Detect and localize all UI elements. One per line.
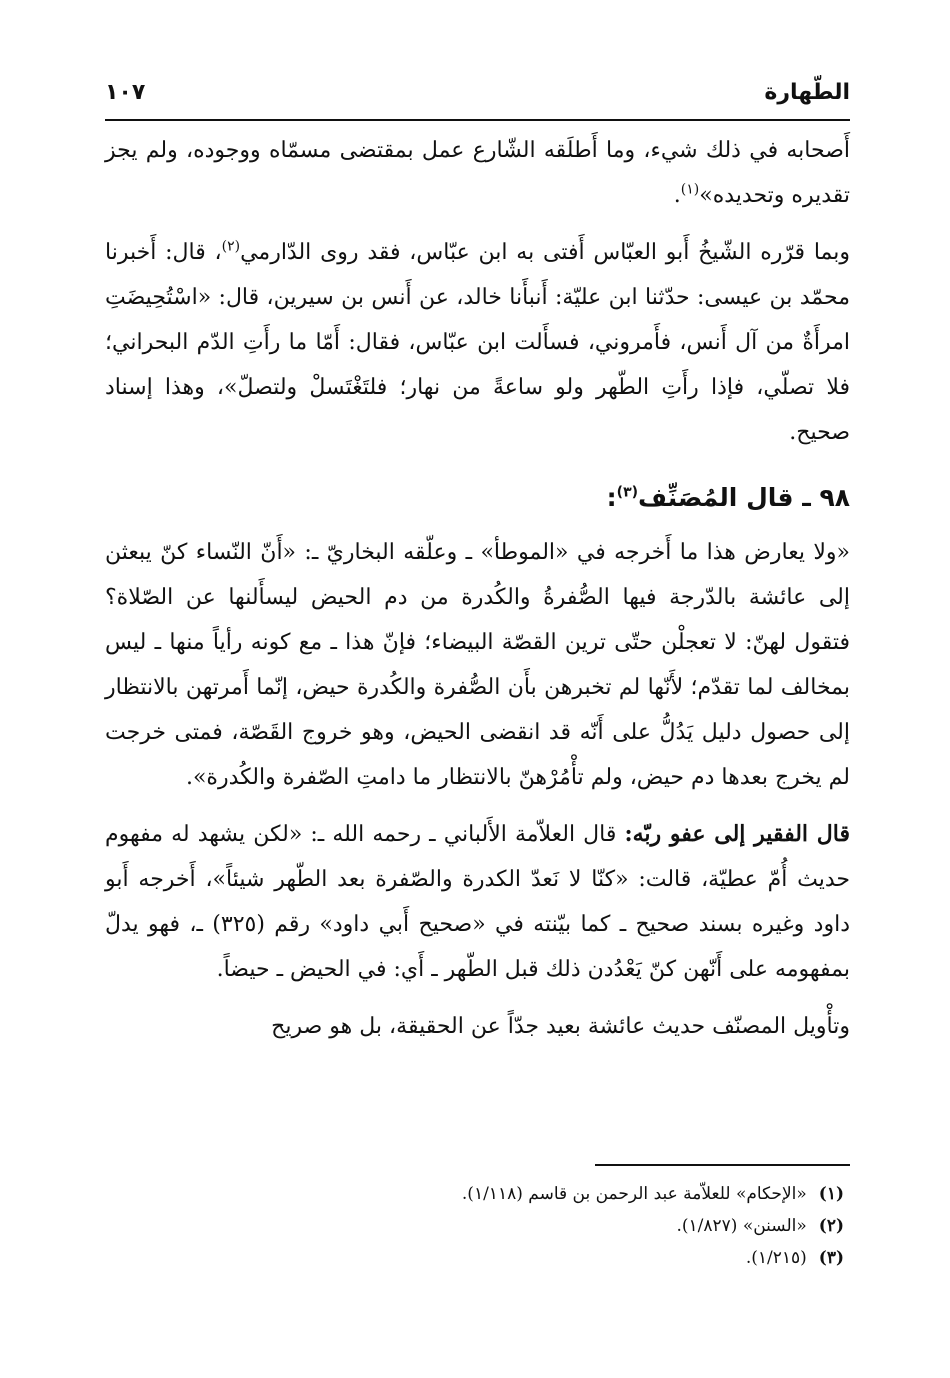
header-rule xyxy=(105,119,850,121)
footnote-3-text: (١/٢١٥). xyxy=(745,1248,807,1268)
footnote-2 xyxy=(105,1210,850,1242)
book-page xyxy=(105,0,850,1378)
footnote-rule xyxy=(595,1164,850,1166)
paragraph-1-text: أَصحابه في ذلك شيء، وما أَطلَقه الشّارع عمل بمقتضى مسمّاه ووجوده، ولم يجز تقديره وتحديده» xyxy=(105,138,850,208)
page-body xyxy=(105,128,850,1049)
footnote-2-number: (٢) xyxy=(818,1216,844,1236)
footnote-3 xyxy=(105,1242,850,1274)
paragraph-2-text-a: وبما قرّره الشّيخُ أَبو العبّاس أَفتى به ابن عبّاس، فقد روى الدّارمي xyxy=(240,240,850,265)
page-header xyxy=(105,72,850,112)
section-heading-colon: : xyxy=(606,483,617,512)
paragraph-3: «ولا يعارض هذا ما أَخرجه في «الموطأ» ـ وعلّقه البخاريّ ـ: «أَنّ النّساء كنّ يبعثن إلى عائشة بالدّرجة فيها الصُّفرةُ والكُدرة من دم الحيض ليسأَلنها عن الصّلاة؟ فتقول لهنّ: لا تعجلْن حتّى ترين القصّة البيضاء؛ فإنّ هذا ـ مع كونه رأياً منها ـ ليس بمخالف لما تقدّم؛ لأَنّها لم تخبرهن بأَن الصُّفرة والكُدرة حيض، إنّما أَمرتهن بالانتظار إلى حصول دليل يَدُلُّ على أَنّه قد انقضى الحيض، وهو خروج القَصّة، فمتى خرجت لم يخرج بعدها دم حيض، ولم تأْمُرْهنّ بالانتظار ما دامتِ الصّفرة والكُدرة». xyxy=(105,540,851,790)
footnote-2-text: «السنن» (١/٨٢٧). xyxy=(676,1216,807,1236)
paragraph-1 xyxy=(105,128,850,218)
paragraph-2-text-b: ، قال: أَخبرنا محمّد بن عيسى: حدّثنا ابن عليّة: أَنبأَنا خالد، عن أَنس بن سيرين، قال: «اسْتُحِيضَتِ امرأَةٌ من آل أَنس، فأَمروني، فسأَلت ابن عبّاس، فقال: أَمّا ما رأَتِ الدّم البحراني؛ فلا تصلّي، فإذا رأَتِ الطّهر ولو ساعةً من نهار؛ فلتَغْتَسلْ ولتصلّ»، وهذا إسناد صحيح. xyxy=(105,240,850,445)
footnote-1-number: (١) xyxy=(818,1184,844,1204)
footnote-ref-2: (٢) xyxy=(221,238,241,255)
running-title: الطّهارة xyxy=(764,79,850,105)
footnote-ref-1: (١) xyxy=(680,181,700,198)
footnote-1 xyxy=(105,1178,850,1210)
footnotes xyxy=(105,1178,850,1274)
page-number: ١٠٧ xyxy=(105,79,146,105)
paragraph-5: وتأْويل المصنّف حديث عائشة بعيد جدّاً عن الحقيقة، بل هو صريح xyxy=(271,1014,850,1039)
footnote-1-text: «الإحكام» للعلاّمة عبد الرحمن بن قاسم (١/١١٨). xyxy=(461,1184,807,1204)
section-heading-text: ٩٨ ـ قال المُصَنِّف xyxy=(638,483,850,512)
paragraph-4 xyxy=(105,812,850,992)
footnote-ref-3: (٣) xyxy=(616,484,639,501)
paragraph-2 xyxy=(105,230,850,455)
section-heading xyxy=(105,475,850,520)
footnote-3-number: (٣) xyxy=(818,1248,844,1268)
paragraph-4-text: قال العلاّمة الأَلباني ـ رحمه الله ـ: «لكن يشهد له مفهوم حديث أُمّ عطيّة، قالت: «كنّا لا نَعدّ الكدرة والصّفرة بعد الطّهر شيئاً»، أَخرجه أَبو داود وغيره بسند صحيح ـ كما بيّنته في «صحيح أَبي داود» رقم (٣٢٥) ـ، فهو يدلّ بمفهومه على أَنّهن كنّ يَعْدُدن ذلك قبل الطّهر ـ أَي: في الحيض ـ حيضاً. xyxy=(105,822,850,982)
paragraph-1-end: . xyxy=(673,183,681,208)
paragraph-4-lead: قال الفقير إلى عفو ربّه: xyxy=(624,821,850,847)
